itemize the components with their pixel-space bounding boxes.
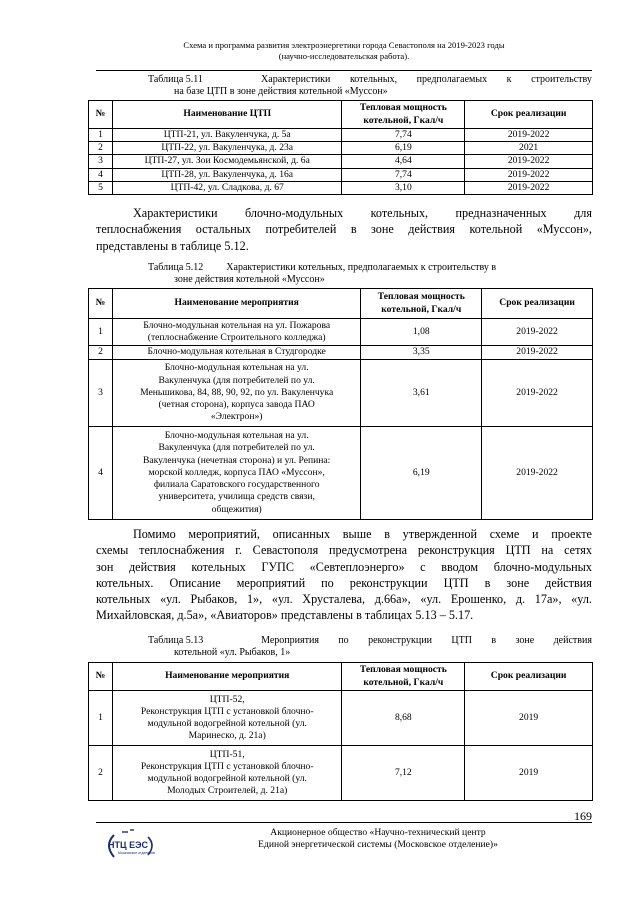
cell: 4 <box>89 168 113 181</box>
caption-word: к <box>506 74 512 85</box>
word: блочно-модульных <box>493 559 592 574</box>
cell: ЦТП-42, ул. Сладкова, д. 67 <box>112 181 342 194</box>
cell: 2019-2022 <box>482 427 593 520</box>
cell-line: (теплоснабжение Строительного колледжа) <box>147 332 326 343</box>
word: 17а», <box>534 592 562 607</box>
paragraph-line: представлены в таблице 5.12. <box>96 238 249 253</box>
cell-line: модульной водогрейной котельной (ул. <box>147 718 307 729</box>
word: «ул. <box>160 592 181 607</box>
cell <box>112 746 341 801</box>
caption-line-2: котельной «ул. Рыбаков, 1» <box>174 647 291 658</box>
word: теплоснабжения <box>96 222 182 237</box>
page-number: 169 <box>574 809 592 823</box>
header-cell: Тепловая мощность котельной, Гкал/ч <box>361 289 482 319</box>
caption-word: строительству <box>531 74 592 85</box>
cell: 2019-2022 <box>465 129 593 142</box>
cell: 4,64 <box>342 155 465 168</box>
cell: ЦТП-28, ул. Вакуленчука, д. 16а <box>112 168 342 181</box>
header-cell: Срок реализации <box>465 663 593 691</box>
cell-line: Молодых Строителей, д. 21а) <box>167 785 288 797</box>
word: мероприятий, <box>188 527 260 541</box>
cell-line: Блочно-модульная котельная на ул. <box>164 362 309 374</box>
word: проекте <box>551 527 592 541</box>
table-5-11-caption <box>148 74 592 98</box>
cell: ЦТП-22, ул. Вакуленчука, д. 23а <box>112 142 342 155</box>
word: предназначенных <box>455 206 547 220</box>
table-5-12 <box>88 288 593 520</box>
word: Описание <box>169 575 221 590</box>
paragraph-line: Михайловская, д.5а», «Авиаторов» представлены в таблицах 5.13 – 5.17. <box>96 608 474 623</box>
word: для <box>574 206 592 220</box>
cell-line: ЦТП-51, <box>209 748 245 760</box>
word: схемы <box>96 543 129 558</box>
word: предусмотрена <box>328 543 408 558</box>
table-number: Таблица 5.12 <box>148 262 204 273</box>
cell: 2019-2022 <box>465 181 593 194</box>
table-row <box>89 360 593 427</box>
word: описанных <box>272 527 331 541</box>
word: зоне <box>506 575 530 590</box>
cell: 8,68 <box>342 691 465 746</box>
cell: 7,12 <box>342 746 465 801</box>
word: ГУПС <box>261 559 294 574</box>
cell: 3,61 <box>361 360 482 427</box>
page-footer <box>228 827 528 851</box>
footer-line-2: Единой энергетической системы (Московское отделение)» <box>258 839 498 850</box>
page-header <box>96 40 592 62</box>
table-row <box>89 168 593 181</box>
word: «Муссон», <box>536 222 592 237</box>
word: зон <box>96 559 114 574</box>
header-cell: Наименование мероприятия <box>112 663 341 691</box>
caption-word: Мероприятия <box>261 635 319 646</box>
cell: 2 <box>89 346 113 360</box>
word: в <box>484 575 491 590</box>
word: по <box>321 575 334 590</box>
word: Ерошенко, <box>450 592 507 607</box>
header-cell: № <box>89 663 113 691</box>
header-line-2: (научно-исследовательская работа). <box>278 51 410 61</box>
word: Помимо <box>133 527 176 541</box>
table-row <box>89 319 593 346</box>
cell: 2021 <box>465 142 593 155</box>
cell-line: Блочно-модульная котельная на ул. <box>164 430 309 442</box>
cell-line: ЦТП-52, <box>209 693 245 705</box>
cell: 2019-2022 <box>482 346 593 360</box>
cell-line: университета, училища средств связи, <box>158 491 315 503</box>
word: котельных. <box>96 575 154 590</box>
word: в <box>384 527 390 541</box>
table-row <box>89 346 593 360</box>
word: выше <box>342 527 372 541</box>
table-5-13-caption <box>148 635 592 659</box>
table-number: Таблица 5.13 <box>148 635 204 646</box>
word: «Севтеплоэнерго» <box>309 559 405 574</box>
cell: 3,35 <box>361 346 482 360</box>
cell: 2019-2022 <box>482 319 593 346</box>
cell: 4 <box>89 427 113 520</box>
word: зоне <box>371 222 394 237</box>
header-cell: Тепловая мощность котельной, Гкал/ч <box>342 101 465 129</box>
word: действия <box>408 222 456 237</box>
word: схеме <box>489 527 520 541</box>
cell <box>112 319 360 346</box>
table-row <box>89 129 593 142</box>
caption-line-2: на базе ЦТП в зоне действия котельной «Муссон» <box>174 86 388 97</box>
cell-line: общежития) <box>211 503 262 515</box>
paragraph-2 <box>96 526 592 624</box>
word: котельных <box>191 559 246 574</box>
caption-line-1: Характеристики котельных, предполагаемых к строительству в <box>226 262 497 273</box>
cell: ЦТП-27, ул. Зои Космодемьянской, д. 6а <box>112 155 342 168</box>
word: «ул. <box>420 592 442 607</box>
cell-line: Вакуленчука (для потребителей по ул. <box>158 442 315 454</box>
caption-word: по <box>338 635 349 646</box>
cell-line: Реконструкция ЦТП с установкой блочно- <box>140 705 314 717</box>
cell: 3,10 <box>342 181 465 194</box>
cell: 1 <box>89 129 113 142</box>
cell: 2019-2022 <box>482 360 593 427</box>
header-cell: № <box>89 289 113 319</box>
word: «ул. <box>271 592 293 607</box>
table-row <box>89 691 593 746</box>
caption-word: действия <box>553 635 592 646</box>
word: остальных <box>195 222 251 237</box>
logo-text: НТЦ ЕЭС <box>108 840 148 850</box>
caption-word: в <box>491 635 497 646</box>
word: Характеристики <box>133 206 218 220</box>
word: 1», <box>246 592 263 607</box>
paragraph-1 <box>96 205 592 254</box>
word: в <box>350 222 357 237</box>
table-row <box>89 142 593 155</box>
cell-line: филиала Саратовского государственного <box>153 479 320 491</box>
word: теплоснабжения <box>139 543 225 558</box>
cell-line: Меньшикова, 84, 88, 90, 92, по ул. Вакуленчука <box>140 386 334 398</box>
word: мероприятий <box>236 575 306 590</box>
cell-line: модульной водогрейной котельной (ул. <box>147 773 307 784</box>
cell: 2 <box>89 746 113 801</box>
cell: 2019-2022 <box>465 155 593 168</box>
header-cell: Срок реализации <box>482 289 593 319</box>
cell: 6,19 <box>361 427 482 520</box>
cell: 3 <box>89 360 113 427</box>
cell-line: Реконструкция ЦТП с установкой блочно- <box>140 760 314 772</box>
cell: Блочно-модульная котельная в Студгородке <box>112 346 360 360</box>
cell: 7,74 <box>342 168 465 181</box>
word: Хрусталева, <box>302 592 366 607</box>
cell-line: морской колледж, корпуса ПАО «Муссон», <box>148 466 325 478</box>
caption-line-2: зоне действия котельной «Муссон» <box>174 274 325 285</box>
header-cell: Наименование мероприятия <box>112 289 360 319</box>
cell: 3 <box>89 155 113 168</box>
cell-line: Блочно-модульная котельная на ул. Пожарова <box>143 319 331 331</box>
cell <box>112 427 360 520</box>
header-cell: Срок реализации <box>465 101 593 129</box>
cell: 2019 <box>465 746 593 801</box>
caption-word: зоне <box>515 635 535 646</box>
word: действия <box>128 559 176 574</box>
word: ЦТП <box>505 543 531 558</box>
word: котельных, <box>370 206 429 220</box>
word: с <box>420 559 426 574</box>
cell-line: Маринеско, д. 21а) <box>188 730 266 742</box>
caption-word: предполагаемых <box>416 74 488 85</box>
word: д.66а», <box>374 592 411 607</box>
cell-line: Вакуленчука (для потребителей по ул. <box>158 374 315 386</box>
word: потребителей <box>265 222 337 237</box>
word: реконструкция <box>417 543 495 558</box>
caption-word: Характеристики <box>261 74 331 85</box>
cell <box>112 691 341 746</box>
cell: 1 <box>89 319 113 346</box>
caption-word: реконструкции <box>368 635 432 646</box>
table-row <box>89 746 593 801</box>
table-5-11 <box>88 100 593 195</box>
table-row <box>89 155 593 168</box>
table-number: Таблица 5.11 <box>148 74 203 85</box>
word: котельной <box>469 222 523 237</box>
cell-line: «Электрон») <box>210 411 263 423</box>
cell: 1 <box>89 691 113 746</box>
table-5-13 <box>88 662 593 801</box>
word: ЦТП <box>443 575 469 590</box>
cell-line: (четная сторона), корпуса завода ПАО <box>158 399 315 411</box>
cell: 5 <box>89 181 113 194</box>
cell: 2 <box>89 142 113 155</box>
table-5-12-caption <box>148 262 592 286</box>
word: вводом <box>441 559 479 574</box>
header-cell: Наименование ЦТП <box>112 101 342 129</box>
cell: 6,19 <box>342 142 465 155</box>
word: на <box>541 543 554 558</box>
header-line-1: Схема и программа развития электроэнергетики города Севастополя на 2019-2023 годы <box>183 40 505 50</box>
cell: 2019-2022 <box>465 168 593 181</box>
table-row <box>89 181 593 194</box>
word: блочно-модульных <box>244 206 344 220</box>
footer-rule <box>96 822 592 823</box>
cell: 2019 <box>465 691 593 746</box>
footer-line-1: Акционерное общество «Научно-технический центр <box>270 827 486 838</box>
word: Рыбаков, <box>190 592 238 607</box>
cell: 7,74 <box>342 129 465 142</box>
header-cell: Тепловая мощность котельной, Гкал/ч <box>342 663 465 691</box>
word: утвержденной <box>402 527 477 541</box>
word: котельных <box>96 592 151 607</box>
word: и <box>531 527 539 541</box>
word: Севастополя <box>252 543 319 558</box>
caption-word: котельных, <box>349 74 398 85</box>
cell <box>112 360 360 427</box>
table-row <box>89 427 593 520</box>
cell: ЦТП-21, ул. Вакуленчука, д. 5а <box>112 129 342 142</box>
logo-subtext: Московское отделение <box>118 851 156 855</box>
word: реконструкции <box>349 575 428 590</box>
header-rule <box>96 70 592 71</box>
word: «ул. <box>571 592 592 607</box>
header-cell: № <box>89 101 113 129</box>
caption-word: ЦТП <box>451 635 472 646</box>
word: д. <box>515 592 526 607</box>
word: действия <box>545 575 592 590</box>
cell-line: Вакуленчука (нечетная сторона) и ул. Репина: <box>143 454 331 466</box>
word: г. <box>235 543 242 558</box>
word: сетях <box>564 543 592 558</box>
cell: 1,08 <box>361 319 482 346</box>
